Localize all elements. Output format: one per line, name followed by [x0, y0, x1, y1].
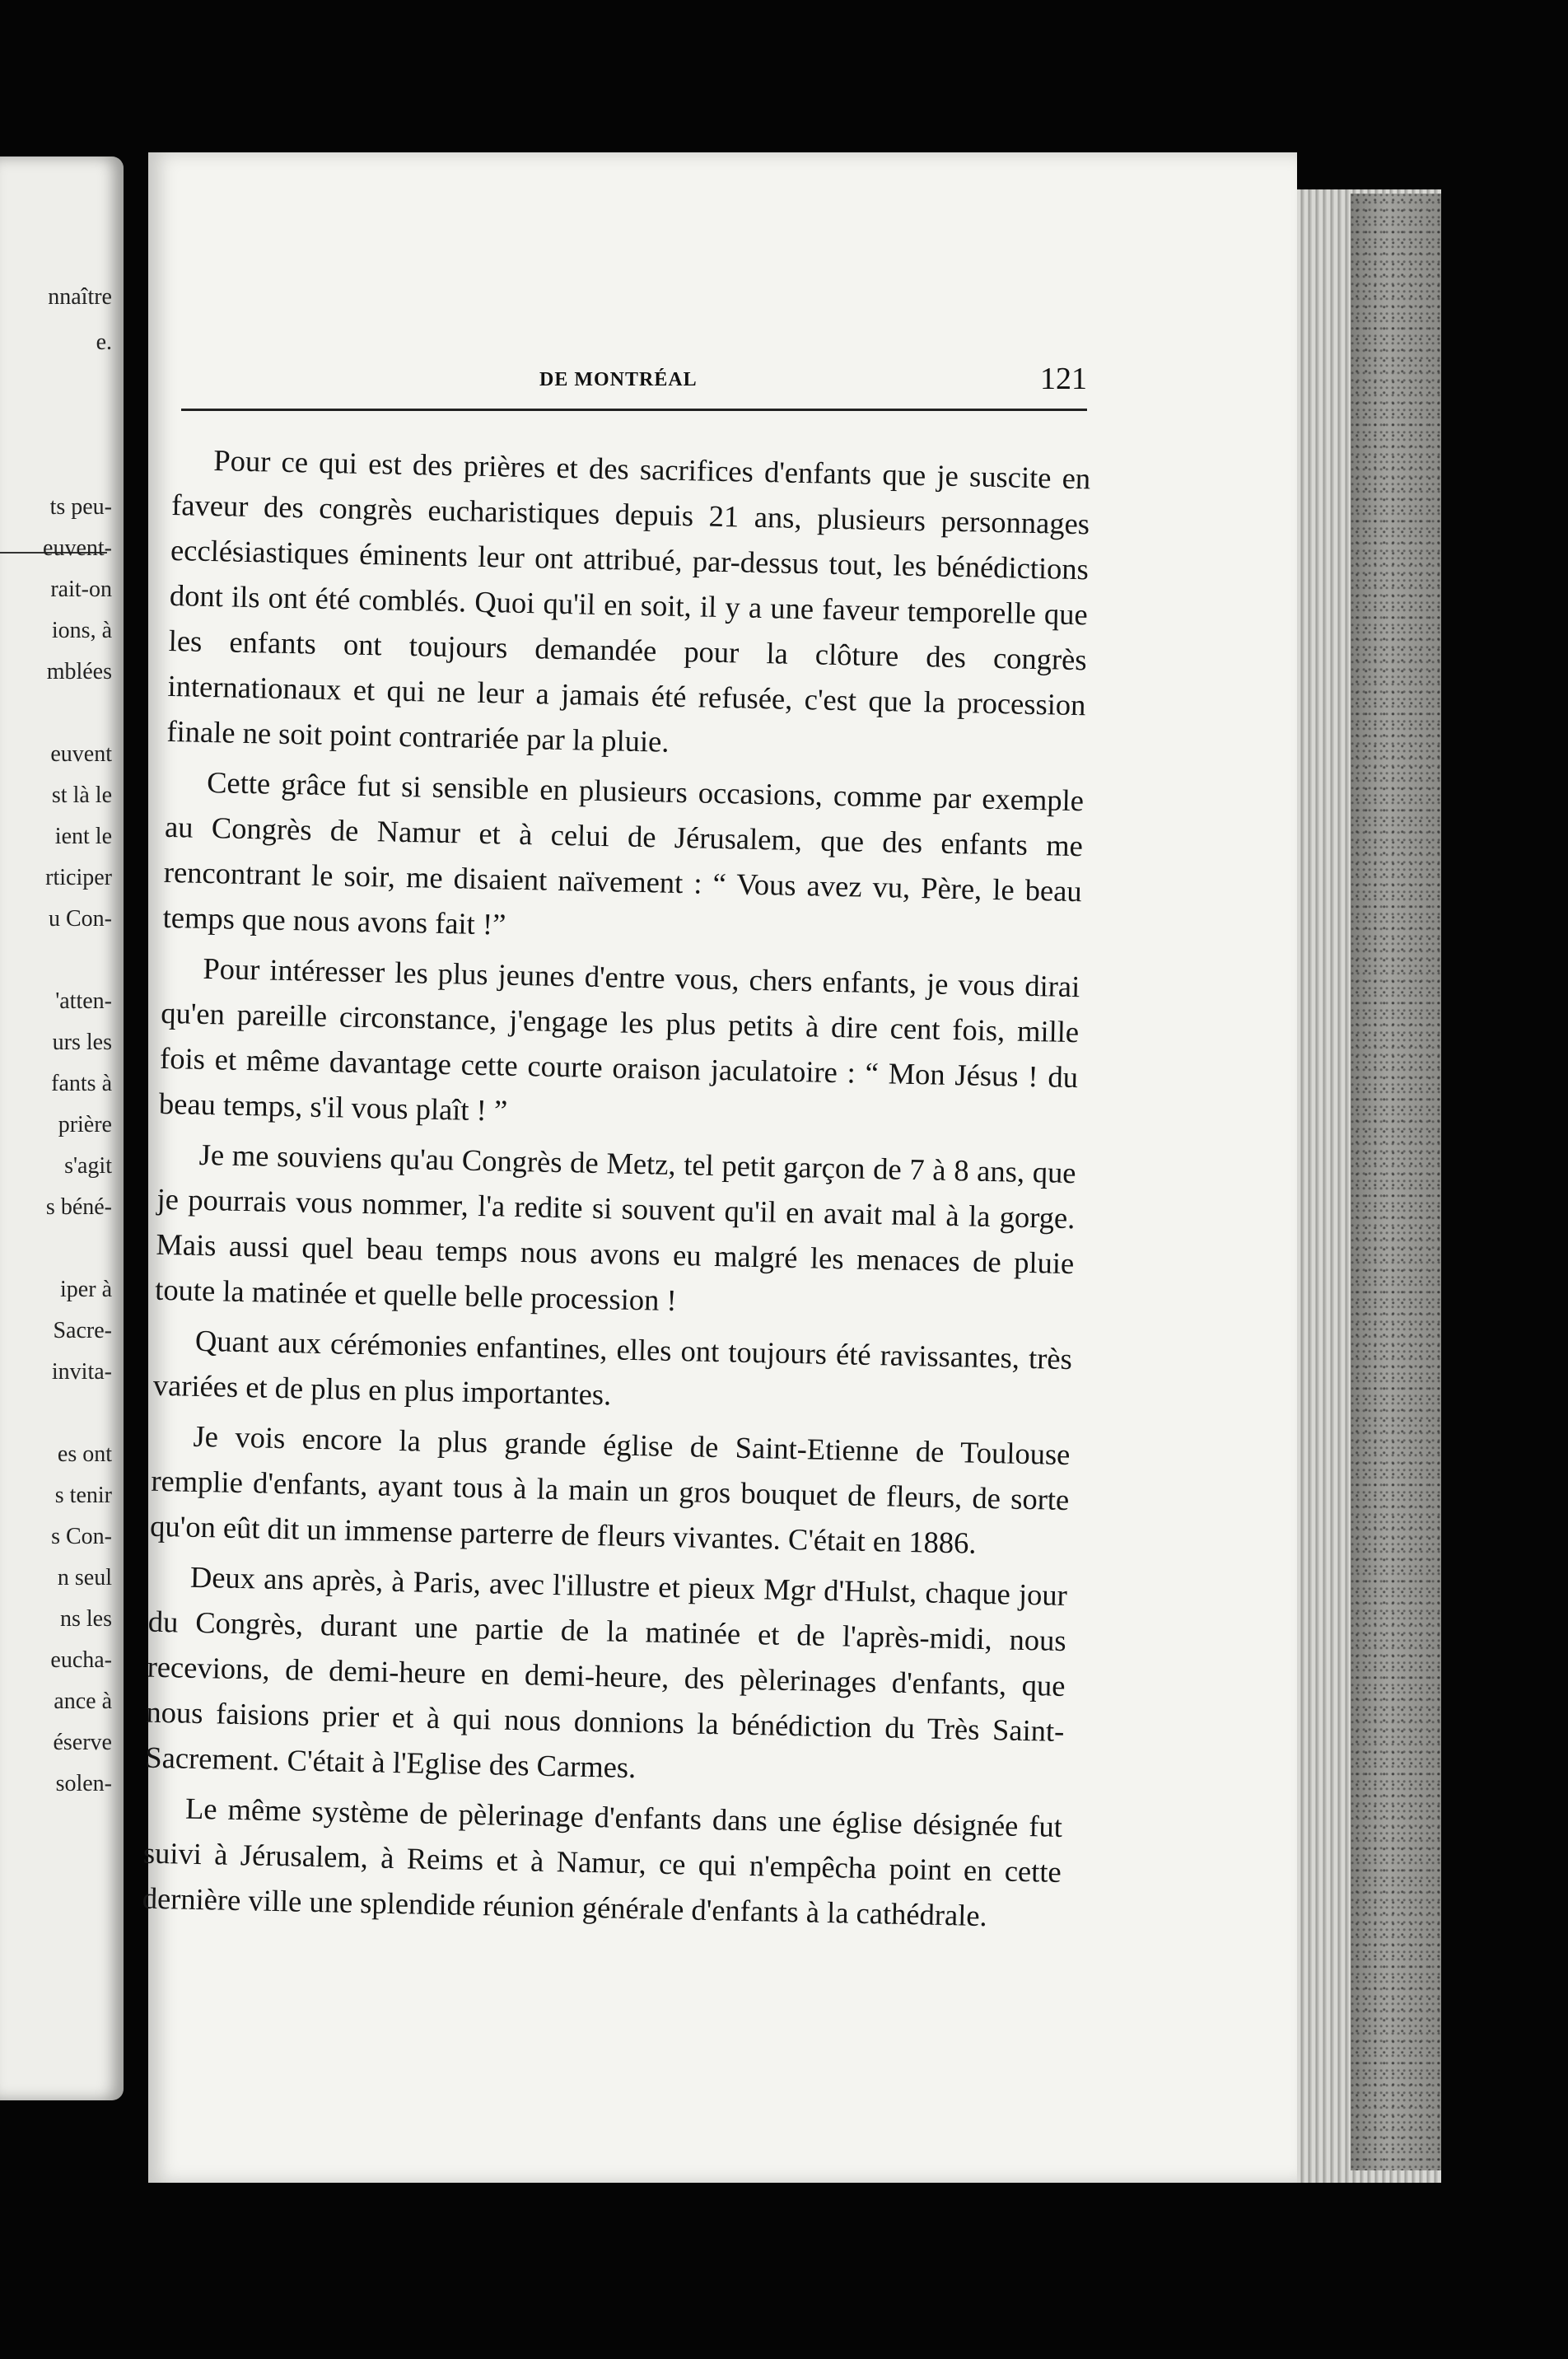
paragraph: Pour ce qui est des prières et des sacrifices d'enfants que je suscite en faveur des congrès eucharistiques depuis 21 ans, plusieurs personnages ecclésiastiques éminents leur ont attribué, par-dessus tout, les bénédictions dont ils ont été comblés. Quoi qu'il en soit, il y a une faveur temporelle que les enfants ont toujours demandée pour la clôture des congrès internationaux et qui ne leur a jamais été refusée, c'est que la procession finale ne soit point contrariée par la pluie. — [166, 443, 1091, 759]
previous-page-line: rticiper — [45, 865, 112, 890]
previous-page-line: st là le — [51, 782, 112, 808]
previous-page-line: urs les — [52, 1030, 112, 1055]
previous-page-line: ts peu- — [49, 494, 112, 520]
page-number: 121 — [1040, 362, 1087, 396]
previous-page-line: eucha- — [50, 1647, 112, 1673]
previous-page-line: e. — [96, 329, 112, 355]
previous-page-line: solen- — [55, 1771, 112, 1796]
paragraph: Le même système de pèlerinage d'enfants dans une église désignée fut suivi à Jérusalem, à Reims et à Namur, ce qui n'empêcha point en cette dernière ville une splendide réunion générale d'enfants à la cathédrale. — [142, 1791, 1063, 1933]
page-header — [181, 354, 1087, 404]
paragraph: Je vois encore la plus grande église de Saint-Etienne de Toulouse remplie d'enfants, ayant tous à la main un gros bouquet de fleurs, de sorte qu'on eût dit un immense parterre de fleurs vivantes. C'était en 1886. — [149, 1418, 1071, 1560]
previous-page-line: mblées — [46, 659, 112, 684]
previous-page-line: prière — [58, 1112, 112, 1137]
previous-page-line: s tenir — [54, 1483, 112, 1508]
previous-page-line: invita- — [51, 1359, 112, 1385]
previous-page-line: u Con- — [49, 906, 112, 932]
previous-page-line: euvent — [50, 741, 112, 767]
paragraph: Quant aux cérémonies enfantines, elles ont toujours été ravissantes, très variées et de plus en plus importantes. — [152, 1323, 1073, 1412]
paragraph: Pour intéresser les plus jeunes d'entre vous, chers enfants, je vous dirai qu'en pareille circonstance, j'engage les plus petits à dire cent fois, mille fois et même davantage cette courte oraison jaculatoire : “ Mon Jésus ! du beau temps, s'il vous plaît ! ” — [158, 951, 1080, 1128]
previous-page-line: n seul — [57, 1565, 112, 1591]
previous-page-line: es ont — [57, 1441, 112, 1467]
previous-page-line: ns les — [60, 1606, 112, 1632]
body-text — [142, 437, 1091, 1945]
paragraph: Je me souviens qu'au Congrès de Metz, tel petit garçon de 7 à 8 ans, que je pourrais vous nommer, l'a redite si souvent qu'il en avait mal à la gorge. Mais aussi quel beau temps nous avons eu malgré les menaces de pluie toute la matinée et quelle belle procession ! — [154, 1137, 1076, 1318]
previous-page-line: s'agit — [64, 1153, 112, 1179]
previous-page-line: iper à — [60, 1277, 112, 1302]
previous-page-line: fants à — [51, 1071, 112, 1096]
previous-page-line: ance à — [54, 1689, 112, 1714]
previous-page-fragment — [0, 156, 124, 2100]
running-head: DE MONTRÉAL — [539, 369, 698, 390]
previous-page-line: Sacre- — [53, 1318, 112, 1343]
paragraph: Deux ans après, à Paris, avec l'illustre et pieux Mgr d'Hulst, chaque jour du Congrès, durant une partie de la matinée et de l'après-midi, nous recevions, de demi-heure en demi-heure, des pèlerinages d'enfants, que nous faisions prier et à qui nous donnions la bénédiction du Très Saint-Sacrement. C'était à l'Eglise des Carmes. — [144, 1559, 1068, 1785]
paragraph: Cette grâce fut si sensible en plusieurs occasions, comme par exemple au Congrès de Namur et à celui de Jérusalem, que des enfants me rencontrant le soir, me disaient naïvement : “ Vous avez vu, Père, le beau temps que nous avons fait !” — [162, 764, 1085, 941]
book-fore-edge-texture — [1351, 194, 1441, 2170]
previous-page-line: rait-on — [50, 577, 112, 602]
previous-page-line: 'atten- — [55, 988, 112, 1014]
previous-page-line: euvent- — [43, 535, 112, 561]
previous-page-line: s Con- — [51, 1524, 112, 1549]
previous-page-line: s béné- — [45, 1194, 112, 1220]
previous-page-line: ions, à — [51, 618, 112, 643]
previous-page-line: éserve — [53, 1730, 112, 1755]
previous-page-line: ient le — [54, 824, 112, 849]
header-rule — [181, 409, 1087, 411]
previous-page-line: nnaître — [48, 284, 112, 310]
